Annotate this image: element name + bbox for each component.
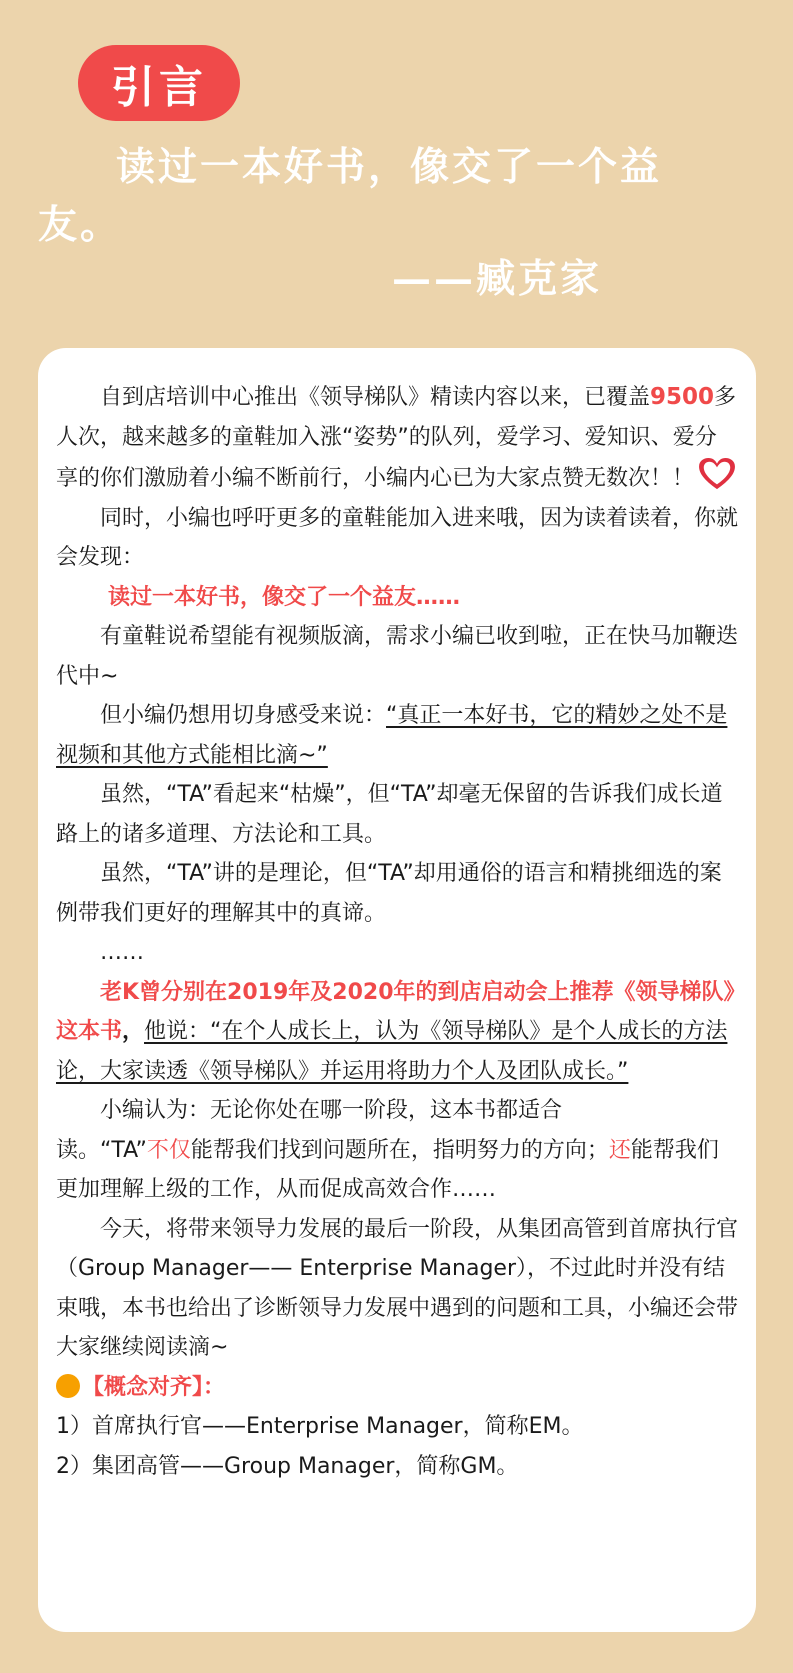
paragraph-7 [56, 973, 738, 1092]
p7-comma: ， [122, 1019, 145, 1044]
quote-author: ——臧克家 [392, 256, 603, 302]
quote [38, 138, 758, 254]
p8-red-1: 不仅 [146, 1137, 191, 1163]
p1-text-a: 自到店培训中心推出《领导梯队》精读内容以来，已覆盖 [100, 385, 651, 410]
paragraph-8-line1: 小编认为：无论你处在哪一阶段，这本书都适合 [100, 1098, 563, 1123]
paragraph-3: 有童鞋说希望能有视频版滴，需求小编已收到啦，正在快马加鞭迭代中~ [56, 624, 739, 689]
quote-line2: 友。 [38, 202, 123, 248]
paragraph-5: 虽然，“TA”看起来“枯燥”，但“TA”却毫无保留的告诉我们成长道路上的诸多道理、方法论和工具。 [56, 782, 723, 847]
p7-red-text: 老K曾分别在2019年及2020年的到店启动会上推荐《领导梯队》这本书 [56, 979, 735, 1044]
quote-line1: 读过一本好书，像交了一个益 [116, 144, 663, 190]
paragraph-9: 今天，将带来领导力发展的最后一阶段，从集团高管到首席执行官（Group Manager—— Enterprise Manager），不过此时并没有结束哦，本书也给出了诊断领导力发展中遇到的问题和工具，小编还会带大家继续阅读滴~ [56, 1216, 739, 1360]
p8-text-c: 能帮我们更加理解上级的工作，从而促成高效合作…… [56, 1137, 719, 1202]
highlight-quote: 读过一本好书，像交了一个益友…… [108, 584, 461, 610]
p7-underlined: 他说：“在个人成长上，认为《领导梯队》是个人成长的方法论，大家读透《领导梯队》并运用将助力个人及团队成长。” [56, 1019, 728, 1084]
paragraph-8 [56, 1131, 738, 1210]
orange-dot-icon [56, 1374, 80, 1398]
p1-text-b: 多人次，越来越多的童鞋加入涨“姿势”的队列，爱学习、爱知识、爱分享的你们激励着小编不断前行，小编内心已为大家点赞无数次！！ [56, 385, 737, 491]
p8-red-2: 还 [608, 1137, 631, 1163]
intro-badge: 引言 [78, 45, 240, 121]
concept-title: 【概念对齐】： [82, 1374, 226, 1400]
ellipsis: …… [100, 940, 144, 965]
p8-text-a: 读。“TA” [56, 1137, 147, 1163]
paragraph-2: 同时，小编也呼吁更多的童鞋能加入进来哦，因为读着读着，你就会发现： [56, 505, 739, 570]
p8-text-b: 能帮我们找到问题所在，指明努力的方向； [190, 1137, 609, 1163]
concept-item-1: 1）首席执行官——Enterprise Manager，简称EM。 [56, 1414, 584, 1439]
paragraph-4 [56, 696, 738, 775]
heart-icon [698, 457, 736, 491]
p4-text: 但小编仍想用切身感受来说： [100, 703, 387, 728]
coverage-number: 9500 [650, 384, 715, 410]
p4-underlined: “真正一本好书，它的精妙之处不是视频和其他方式能相比滴~” [56, 703, 728, 768]
paragraph-6: 虽然，“TA”讲的是理论，但“TA”却用通俗的语言和精挑细选的案例带我们更好的理解其中的真谛。 [56, 861, 722, 926]
content-card [38, 348, 756, 1632]
paragraph-1 [56, 378, 738, 499]
article-body [56, 378, 738, 1486]
concept-item-2: 2）集团高管——Group Manager，简称GM。 [56, 1453, 519, 1479]
concept-heading [56, 1368, 738, 1408]
